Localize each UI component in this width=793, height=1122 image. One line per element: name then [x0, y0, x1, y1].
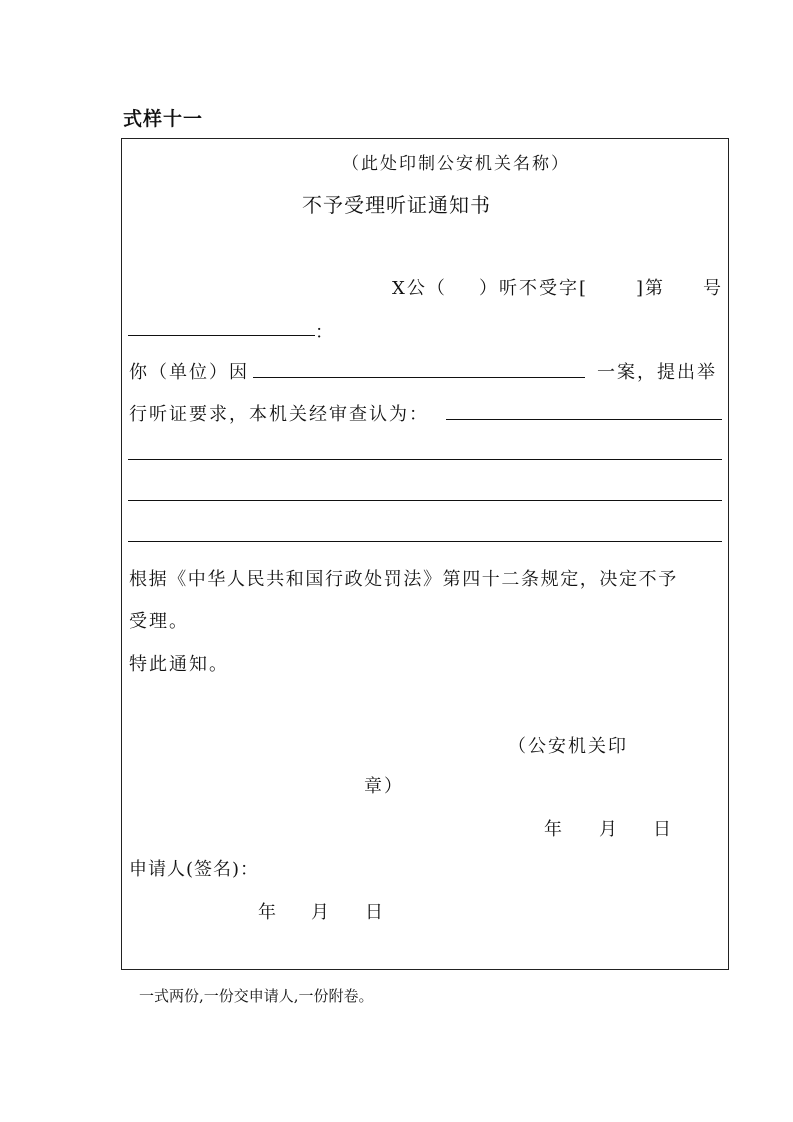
review-opinion-blank-4	[128, 541, 722, 542]
seal-line2: 章）	[364, 776, 404, 797]
legal-basis-line2: 受理。	[129, 611, 189, 632]
seal-line1: （公安机关印	[508, 736, 628, 757]
legal-basis-line1: 根据《中华人民共和国行政处罚法》第四十二条规定，决定不予	[129, 569, 678, 590]
review-opinion-blank-3	[128, 500, 722, 501]
body-line2-prefix: 行听证要求，本机关经审查认为：	[129, 404, 429, 425]
case-name-blank	[253, 377, 585, 378]
body-line1-suffix: 一案，提出举	[597, 362, 717, 383]
applicant-date-month: 月	[311, 902, 331, 923]
document-title: 不予受理听证通知书	[302, 193, 491, 217]
body-line1-prefix: 你（单位）因	[129, 362, 249, 383]
doc-number-suffix: ]第	[636, 278, 666, 299]
form-label: 式样十一	[123, 108, 204, 130]
doc-number-middle: ）听不受字[	[479, 278, 589, 299]
recipient-colon: ：	[315, 322, 335, 343]
agency-date-day: 日	[653, 819, 673, 840]
copies-footnote: 一式两份,一份交申请人,一份附卷。	[139, 987, 374, 1005]
form-frame	[121, 138, 729, 970]
recipient-blank	[128, 335, 315, 336]
notice-text: 特此通知。	[129, 654, 229, 675]
applicant-date-day: 日	[365, 902, 385, 923]
doc-number-label: 号	[703, 278, 723, 299]
agency-date-month: 月	[599, 819, 619, 840]
agency-placeholder: （此处印制公安机关名称）	[342, 154, 570, 174]
agency-date-year: 年	[544, 819, 564, 840]
review-opinion-blank-1	[446, 419, 722, 420]
applicant-date-year: 年	[258, 902, 278, 923]
applicant-signature-label: 申请人(签名)：	[129, 859, 260, 880]
review-opinion-blank-2	[128, 459, 722, 460]
doc-number-prefix: X公（	[392, 278, 447, 299]
